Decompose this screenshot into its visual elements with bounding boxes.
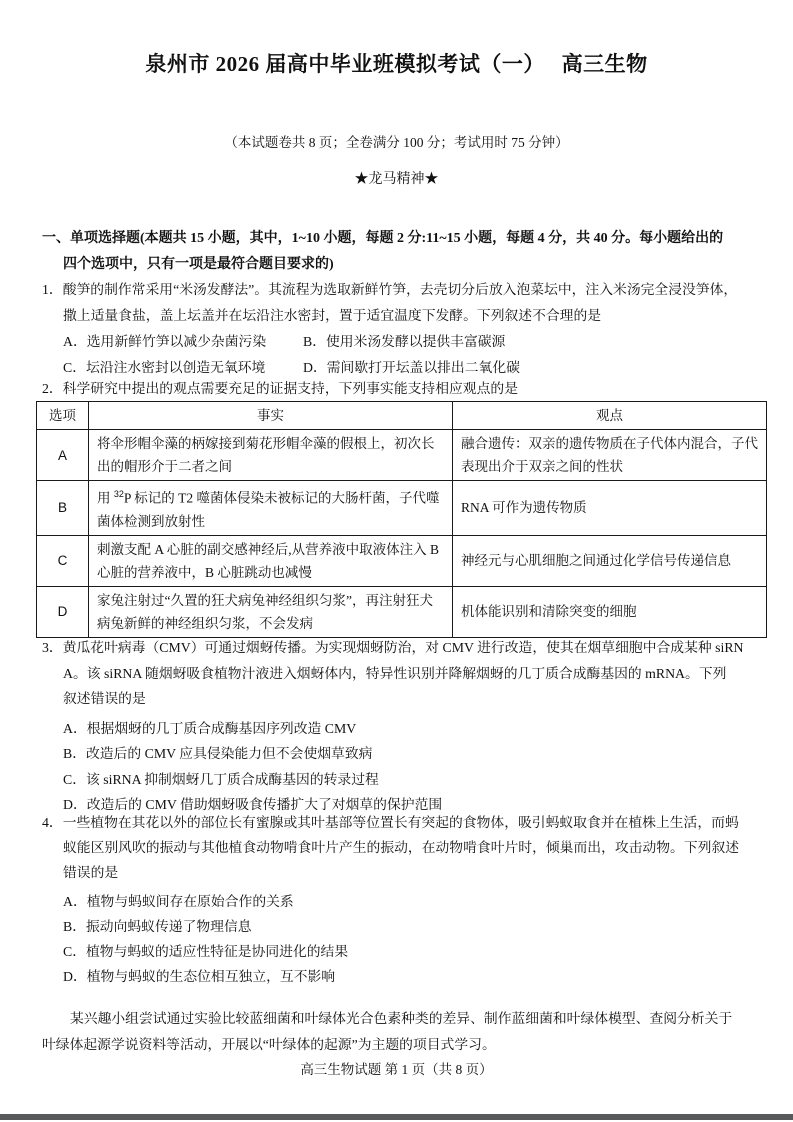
- table-cell-view: 神经元与心肌细胞之间通过化学信号传递信息: [453, 535, 767, 586]
- table-cell-fact: 将伞形帽伞藻的柄嫁接到菊花形帽伞藻的假根上，初次长出的帽形介于二者之间: [89, 430, 453, 481]
- question-stem-line: 撒上适量食盐，盖上坛盖并在坛沿注水密封，置于适宜温度下发酵。下列叙述不合理的是: [63, 308, 602, 323]
- page-bottom-edge: [0, 1114, 793, 1120]
- question-stem-line: 1．酸笋的制作常采用“米汤发酵法”。其流程为选取新鲜竹笋，去壳切分后放入泡菜坛中，注入米汤完全浸没笋体，: [42, 282, 738, 297]
- table-cell-option: B: [37, 481, 89, 536]
- table-cell-option: C: [37, 535, 89, 586]
- question-stem-line: 蚁能区别风吹的振动与其他植食动物啃食叶片产生的振动，在动物啃食叶片时，倾巢而出，攻击动物。下列叙述: [63, 840, 740, 855]
- table-header-row: [37, 402, 767, 430]
- option-d: D．需间歇打开坛盖以排出二氧化碳: [303, 360, 520, 375]
- option-list: [42, 889, 772, 989]
- question-stem-line: 3．黄瓜花叶病毒（CMV）可通过烟蚜传播。为实现烟蚜防治，对 CMV 进行改造，使其在烟草细胞中合成某种 siRN: [42, 640, 744, 655]
- table-header-view: 观点: [453, 402, 767, 430]
- section-one-header: [42, 226, 772, 278]
- option-b: B．使用米汤发酵以提供丰富碳源: [303, 334, 506, 349]
- option-list: [42, 716, 772, 818]
- exam-title: 泉州市 2026 届高中毕业班模拟考试（一） 高三生物: [145, 52, 648, 76]
- table-row-c: [37, 535, 767, 586]
- exam-subtitle: （本试题卷共 8 页；全卷满分 100 分；考试用时 75 分钟）: [224, 135, 569, 150]
- isotope-superscript: 32: [113, 489, 124, 499]
- option-d: D．植物与蚂蚁的生态位相互独立，互不影响: [63, 969, 336, 984]
- option-row: [42, 329, 772, 355]
- question-stem-line: 4．一些植物在其花以外的部位长有蜜腺或其叶基部等位置长有突起的食物体，吸引蚂蚁取食并在植株上生活，而蚂: [42, 815, 739, 830]
- option-a: A．选用新鲜竹笋以减少杂菌污染: [63, 334, 267, 349]
- option-a: A．根据烟蚜的几丁质合成酶基因序列改造 CMV: [63, 720, 357, 736]
- question-3: [42, 635, 772, 818]
- section-header-line: 四个选项中，只有一项是最符合题目要求的): [63, 257, 334, 272]
- option-c: C．该 siRNA 抑制烟蚜几丁质合成酶基因的转录过程: [63, 771, 379, 787]
- option-d: D．改造后的 CMV 借助烟蚜吸食传播扩大了对烟草的保护范围: [63, 797, 443, 812]
- table-row-a: [37, 430, 767, 481]
- table-cell-view: RNA 可作为遗传物质: [453, 481, 767, 536]
- table-cell-option: A: [37, 430, 89, 481]
- question-stem-line: 2．科学研究中提出的观点需要充足的证据支持，下列事实能支持相应观点的是: [42, 381, 518, 396]
- table-cell-view: 机体能识别和清除突变的细胞: [453, 586, 767, 637]
- page-footer: 高三生物试题 第 1 页（共 8 页）: [300, 1062, 493, 1077]
- option-c: C．坛沿注水密封以创造无氧环境: [63, 360, 266, 375]
- table-header-fact: 事实: [89, 402, 453, 430]
- table-row-d: [37, 586, 767, 637]
- option-b: B．改造后的 CMV 应具侵染能力但不会使烟草致病: [63, 746, 373, 761]
- fact-prefix: 用: [97, 490, 114, 506]
- closing-paragraph: [42, 1006, 772, 1058]
- table-row-b: [37, 481, 767, 536]
- table-header-option: 选项: [37, 402, 89, 430]
- table-cell-view: 融合遗传：双亲的遗传物质在子代体内混合，子代表现出介于双亲之间的性状: [453, 430, 767, 481]
- question-2-table: [36, 401, 767, 638]
- paragraph-line: 某兴趣小组尝试通过实验比较蓝细菌和叶绿体光合色素种类的差异、制作蓝细菌和叶绿体模型、查阅分析关于: [70, 1011, 733, 1026]
- question-stem-line: 错误的是: [63, 865, 119, 880]
- table-cell-fact: 家兔注射过“久置的狂犬病兔神经组织匀浆”，再注射狂犬病兔新鲜的神经组织匀浆，不会发病: [89, 586, 453, 637]
- question-4: [42, 810, 772, 989]
- option-c: C．植物与蚂蚁的适应性特征是协同进化的结果: [63, 944, 349, 959]
- option-a: A．植物与蚂蚁间存在原始合作的关系: [63, 894, 294, 909]
- question-1: [42, 277, 772, 381]
- question-stem-line: A。该 siRNA 随烟蚜吸食植物汁液进入烟蚜体内，特异性识别并降解烟蚜的几丁质合成酶基因的 mRNA。下列: [63, 665, 727, 681]
- question-stem-line: 叙述错误的是: [63, 691, 146, 706]
- paragraph-line: 叶绿体起源学说资料等活动，开展以“叶绿体的起源”为主题的项目式学习。: [42, 1037, 496, 1052]
- exam-motto: ★龙马精神★: [354, 172, 439, 187]
- table-cell-fact: [89, 481, 453, 536]
- table-cell-option: D: [37, 586, 89, 637]
- question-2: [42, 378, 772, 400]
- fact-rest: P 标记的 T2 噬菌体侵染未被标记的大肠杆菌，子代噬菌体检测到放射性: [97, 490, 440, 529]
- option-b: B．振动向蚂蚁传递了物理信息: [63, 919, 252, 934]
- section-header-line: 一、单项选择题(本题共 15 小题，其中，1~10 小题，每题 2 分:11~15 小题，每题 4 分，共 40 分。每小题给出的: [42, 231, 724, 246]
- table-cell-fact: 刺激支配 A 心脏的副交感神经后,从营养液中取液体注入 B 心脏的营养液中，B 心脏跳动也减慢: [89, 535, 453, 586]
